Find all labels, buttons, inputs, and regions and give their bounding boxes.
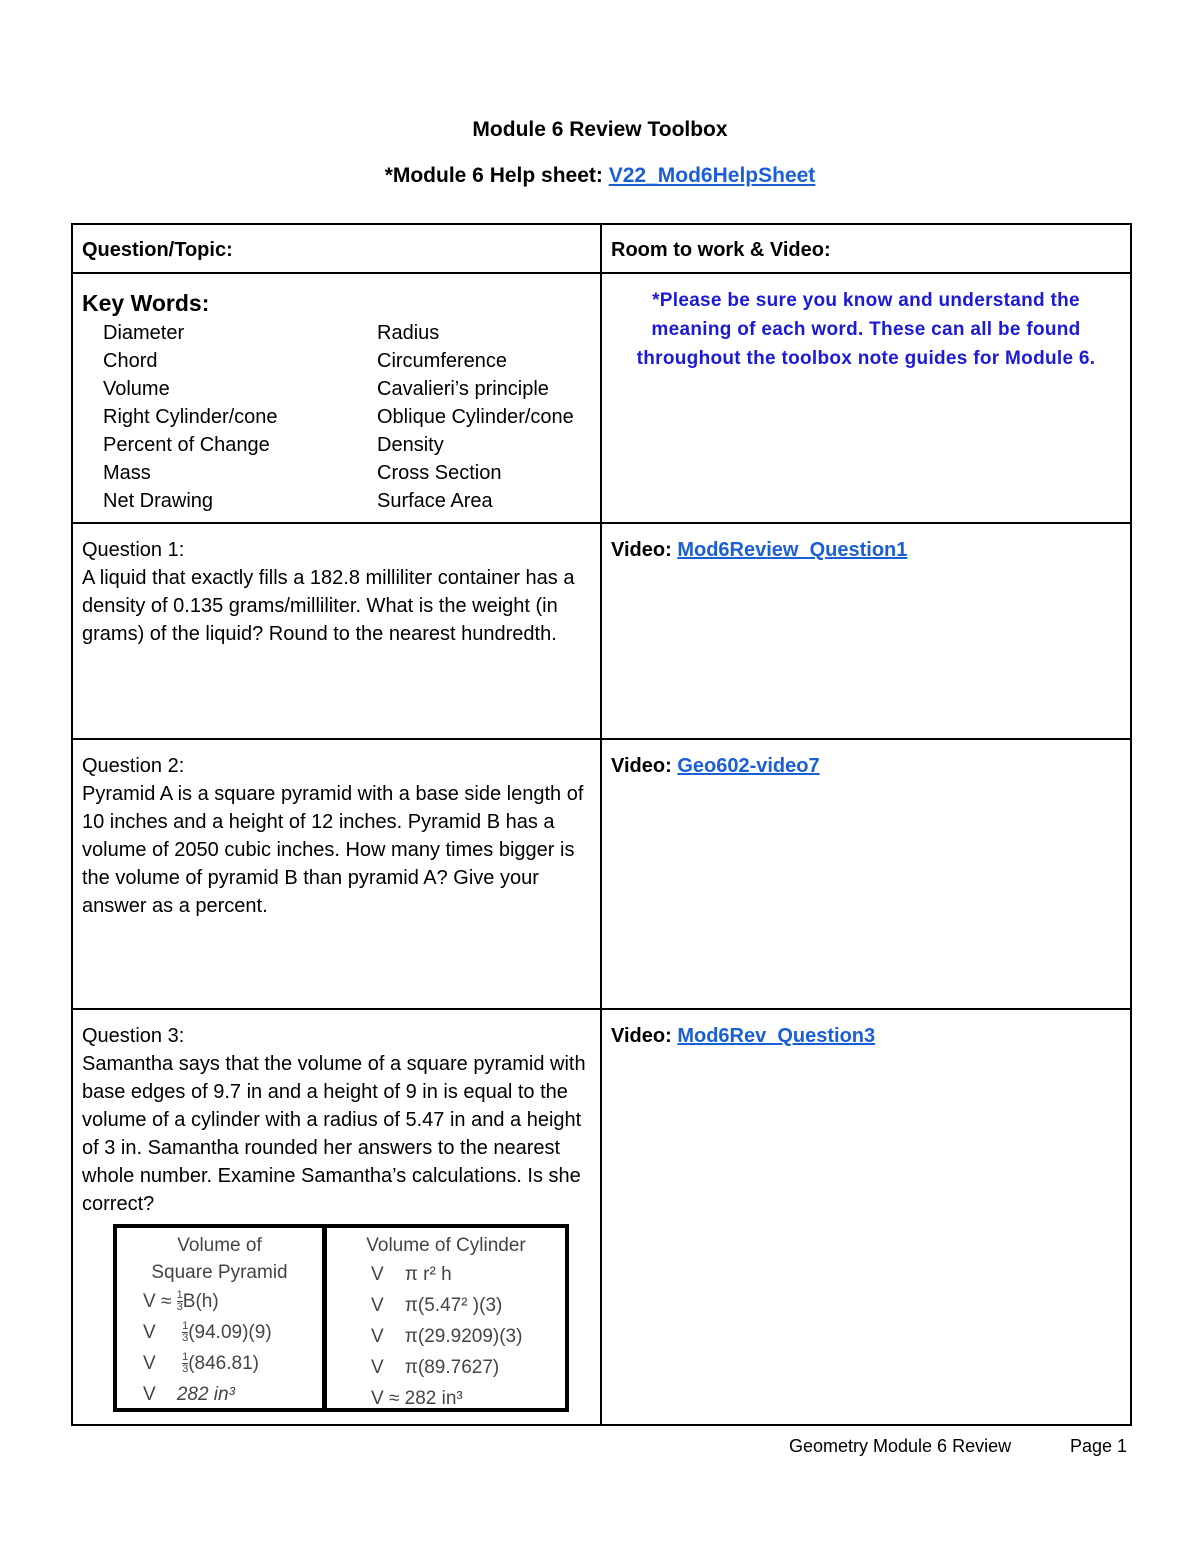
key-word: Net Drawing: [103, 490, 214, 512]
header-room-video: Room to work & Video:: [601, 224, 1131, 273]
video-link-question-3[interactable]: Mod6Rev_Question3: [677, 1025, 876, 1047]
footer-title: Geometry Module 6 Review: [789, 1436, 1012, 1456]
key-words-title: Key Words:: [82, 290, 210, 316]
help-sheet-link[interactable]: V22_Mod6HelpSheet: [608, 164, 816, 187]
key-word: Radius: [377, 322, 440, 344]
question-text: Pyramid A is a square pyramid with a base side length of 10 inches and a height of 12 inches. Pyramid B has a volume of 2050 cubic inches. How many times bigger is the volume of pyramid B than pyramid A? Give your answer as a percent.: [82, 783, 584, 917]
pyramid-calculation: [117, 1228, 327, 1408]
page-title: Module 6 Review Toolbox: [472, 118, 728, 141]
footer-page-number: Page 1: [1070, 1436, 1128, 1456]
cylinder-heading: Volume of Cylinder: [366, 1235, 526, 1256]
key-words-note-cell: [601, 273, 1131, 523]
pyramid-line: V $\frac{1}{3}$ (94.09)(9): [143, 1320, 272, 1345]
cylinder-line: V ≈ 282 in³: [371, 1388, 463, 1409]
pyramid-line: V ≈ $\frac{1}{3}$ B(h): [143, 1289, 219, 1314]
key-word: Right Cylinder/cone: [103, 406, 278, 428]
pyramid-line: V 282 in³: [143, 1384, 235, 1405]
video-3-cell: [601, 1009, 1131, 1425]
key-words-cell: [72, 273, 601, 523]
key-word: Volume: [103, 378, 170, 400]
question-1-cell: [72, 523, 601, 739]
video-link-question-1[interactable]: Mod6Review_Question1: [677, 539, 908, 561]
question-3-cell: [72, 1009, 601, 1425]
cylinder-line: V π(89.7627): [371, 1357, 500, 1378]
video-label: Video:: [611, 755, 678, 777]
fraction: $\frac{1}{3}$: [182, 1351, 189, 1376]
cylinder-line: V π(29.9209)(3): [371, 1326, 523, 1347]
calculation-image: [113, 1224, 569, 1412]
cylinder-calculation: [327, 1228, 565, 1408]
video-2-cell: [601, 739, 1131, 1009]
key-word: Diameter: [103, 322, 185, 344]
key-word: Density: [377, 434, 444, 456]
question-text: Samantha says that the volume of a square pyramid with base edges of 9.7 in and a height of 9 in is equal to the volume of a cylinder with a radius of 5.47 in and a height of 3 in. Samantha rounded her answers to the nearest whole number. Examine Samantha’s calculations. Is she correct?: [82, 1053, 586, 1215]
video-link-question-2[interactable]: Geo602-video7: [677, 755, 820, 777]
pyramid-line: V $\frac{1}{3}$ (846.81): [143, 1351, 259, 1376]
key-word: Circumference: [377, 350, 508, 372]
question-2-cell: [72, 739, 601, 1009]
key-word: Mass: [103, 462, 151, 484]
video-1-cell: [601, 523, 1131, 739]
key-word: Cross Section: [377, 462, 502, 484]
help-sheet-line: [0, 164, 1200, 188]
key-words-note: *Please be sure you know and understand the meaning of each word. These can all be found throughout the toolbox note guides for Module 6.: [636, 290, 1096, 369]
pyramid-heading: Volume of Square Pyramid: [151, 1235, 288, 1283]
key-word: Cavalieri’s principle: [377, 378, 549, 400]
question-label: Question 2:: [82, 755, 185, 777]
help-sheet-prefix: *Module 6 Help sheet:: [384, 164, 609, 187]
key-words-list: [73, 319, 600, 515]
key-word: Oblique Cylinder/cone: [377, 406, 574, 428]
video-label: Video:: [611, 1025, 678, 1047]
header-question-topic: Question/Topic:: [72, 224, 601, 273]
review-table: [71, 223, 1132, 1426]
question-label: Question 1:: [82, 539, 185, 561]
video-label: Video:: [611, 539, 678, 561]
key-word: Surface Area: [377, 490, 493, 512]
fraction: $\frac{1}{3}$: [176, 1289, 183, 1314]
question-text: A liquid that exactly fills a 182.8 milliliter container has a density of 0.135 grams/milliliter. What is the weight (in grams) of the liquid? Round to the nearest hundredth.: [82, 567, 575, 645]
key-word: Percent of Change: [103, 434, 270, 456]
question-label: Question 3:: [82, 1025, 185, 1047]
cylinder-line: V π(5.47² )(3): [371, 1295, 503, 1316]
fraction: $\frac{1}{3}$: [182, 1320, 189, 1345]
cylinder-line: V π r² h: [371, 1264, 452, 1285]
key-word: Chord: [103, 350, 158, 372]
